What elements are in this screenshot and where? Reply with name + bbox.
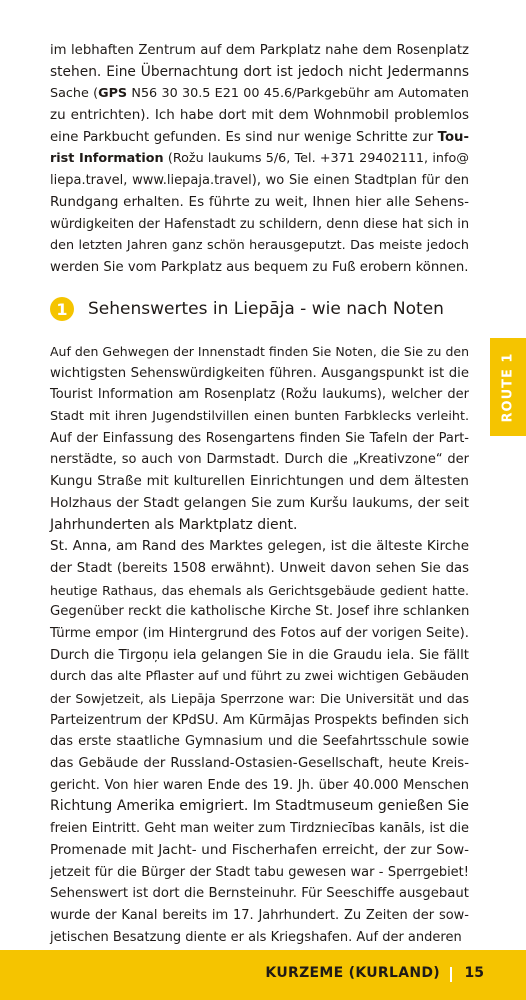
footer-separator bbox=[450, 967, 452, 982]
page-footer bbox=[0, 950, 526, 1000]
route-tab-label: ROUTE 1 bbox=[500, 352, 516, 422]
text-line: Sehenswert ist dort die Bernsteinuhr. Für Seeschiffe ausgebaut bbox=[50, 886, 469, 902]
text-line: Promenade mit Jacht- und Fischerhafen erreicht, der zur Sow- bbox=[50, 841, 469, 858]
text-line: freien Eintritt. Geht man weiter zum Tirdzniecības kanāls, ist die bbox=[50, 821, 469, 837]
page-number: 15 bbox=[464, 965, 484, 981]
main-paragraph bbox=[50, 341, 469, 948]
text-line: Parteizentrum der KPdSU. Am Kūrmājas Prospekts befinden sich bbox=[50, 712, 469, 728]
text-line: Rundgang erhalten. Es führte zu weit, Ihnen hier alle Sehens- bbox=[50, 193, 469, 210]
text-line: zu entrichten). Ich habe dort mit dem Wohnmobil problemlos bbox=[50, 107, 469, 124]
text-line: Gegenüber reckt die katholische Kirche St. Josef ihre schlanken bbox=[50, 604, 470, 620]
text-line: Auf den Gehwegen der Innenstadt finden Sie Noten, die Sie zu den bbox=[50, 344, 469, 359]
text-line: im lebhaften Zentrum auf dem Parkplatz nahe dem Rosenplatz bbox=[50, 43, 469, 58]
text-line: Holzhaus der Stadt gelangen Sie zum Kuršu laukums, der seit bbox=[50, 494, 469, 511]
text-line: werden Sie vom Parkplatz aus bequem zu Fuß erobern können. bbox=[50, 259, 469, 275]
text-line: Sache (GPS N56 30 30.5 E21 00 45.6/Parkgebühr am Automaten bbox=[50, 86, 469, 102]
text-line: würdigkeiten der Hafenstadt zu schildern, denn diese hat sich in bbox=[50, 216, 470, 232]
text-line: Jahrhunderten als Marktplatz dient. bbox=[50, 516, 298, 533]
text-line: eine Parkbucht gefunden. Es sind nur wenige Schritte zur Tou- bbox=[50, 129, 469, 145]
route-tab bbox=[490, 338, 526, 436]
section-number-badge: 1 bbox=[50, 297, 74, 321]
text-line: Durch die Tirgoņu iela gelangen Sie in die Graudu iela. Sie fällt bbox=[50, 647, 469, 663]
text-line: heutige Rathaus, das ehemals als Gerichtsgebäude gedient hatte. bbox=[50, 582, 469, 598]
text-line: Stadt mit ihren Jugendstilvillen einen bunten Farbklecks verleiht. bbox=[50, 409, 469, 425]
text-line: jetzeit für die Bürger der Stadt tabu gewesen war - Sperrgebiet! bbox=[50, 864, 469, 880]
text-line: stehen. Eine Übernachtung dort ist jedoch nicht Jedermanns bbox=[50, 63, 469, 80]
text-line: nerstädte, so auch von Darmstadt. Durch die „Kreativzone“ der bbox=[50, 452, 469, 468]
text-line: den letzten Jahren ganz schön herausgeputzt. Das meiste jedoch bbox=[50, 238, 469, 254]
text-line: das erste staatliche Gymnasium und die Seefahrtsschule sowie bbox=[50, 734, 469, 750]
section-title: Sehenswertes in Liepāja - wie nach Noten bbox=[88, 299, 444, 319]
text-line: liepa.travel, www.liepaja.travel), wo Sie einen Stadtplan für den bbox=[50, 173, 469, 189]
text-line: der Sowjetzeit, als Liepāja Sperrzone war: Die Universität und das bbox=[50, 691, 469, 706]
intro-paragraph bbox=[50, 40, 469, 279]
text-line: Kungu Straße mit kulturellen Einrichtungen und dem ältesten bbox=[50, 473, 469, 490]
text-line: jetischen Besatzung diente er als Kriegshafen. Auf der anderen bbox=[50, 929, 462, 945]
text-line: durch das alte Pflaster auf und führt zu zwei wichtigen Gebäuden bbox=[50, 669, 469, 685]
text-line: rist Information (Rožu laukums 5/6, Tel. +371 29402111, info@ bbox=[50, 151, 469, 167]
text-line: Richtung Amerika emigriert. Im Stadtmuseum genießen Sie bbox=[50, 798, 469, 815]
text-line: St. Anna, am Rand des Marktes gelegen, ist die älteste Kirche bbox=[50, 538, 469, 555]
text-line: wichtigsten Sehenswürdigkeiten führen. Ausgangspunkt ist die bbox=[50, 365, 469, 381]
text-line: Auf der Einfassung des Rosengartens finden Sie Tafeln der Part- bbox=[50, 430, 469, 446]
text-line: der Stadt (bereits 1508 erwähnt). Unweit davon sehen Sie das bbox=[50, 560, 469, 576]
text-line: gericht. Von hier waren Ende des 19. Jh. über 40.000 Menschen bbox=[50, 777, 469, 793]
text-line: das Gebäude der Russland-Ostasien-Gesellschaft, heute Kreis- bbox=[50, 756, 469, 772]
section-heading bbox=[50, 296, 444, 322]
text-line: Tourist Information am Rosenplatz (Rožu laukums), welcher der bbox=[50, 387, 469, 403]
footer-region-title: KURZEME (KURLAND) bbox=[265, 965, 440, 981]
text-line: wurde der Kanal bereits im 17. Jahrhundert. Zu Zeiten der sow- bbox=[50, 907, 469, 923]
text-line: Türme empor (im Hintergrund des Fotos auf der vorigen Seite). bbox=[50, 625, 469, 641]
